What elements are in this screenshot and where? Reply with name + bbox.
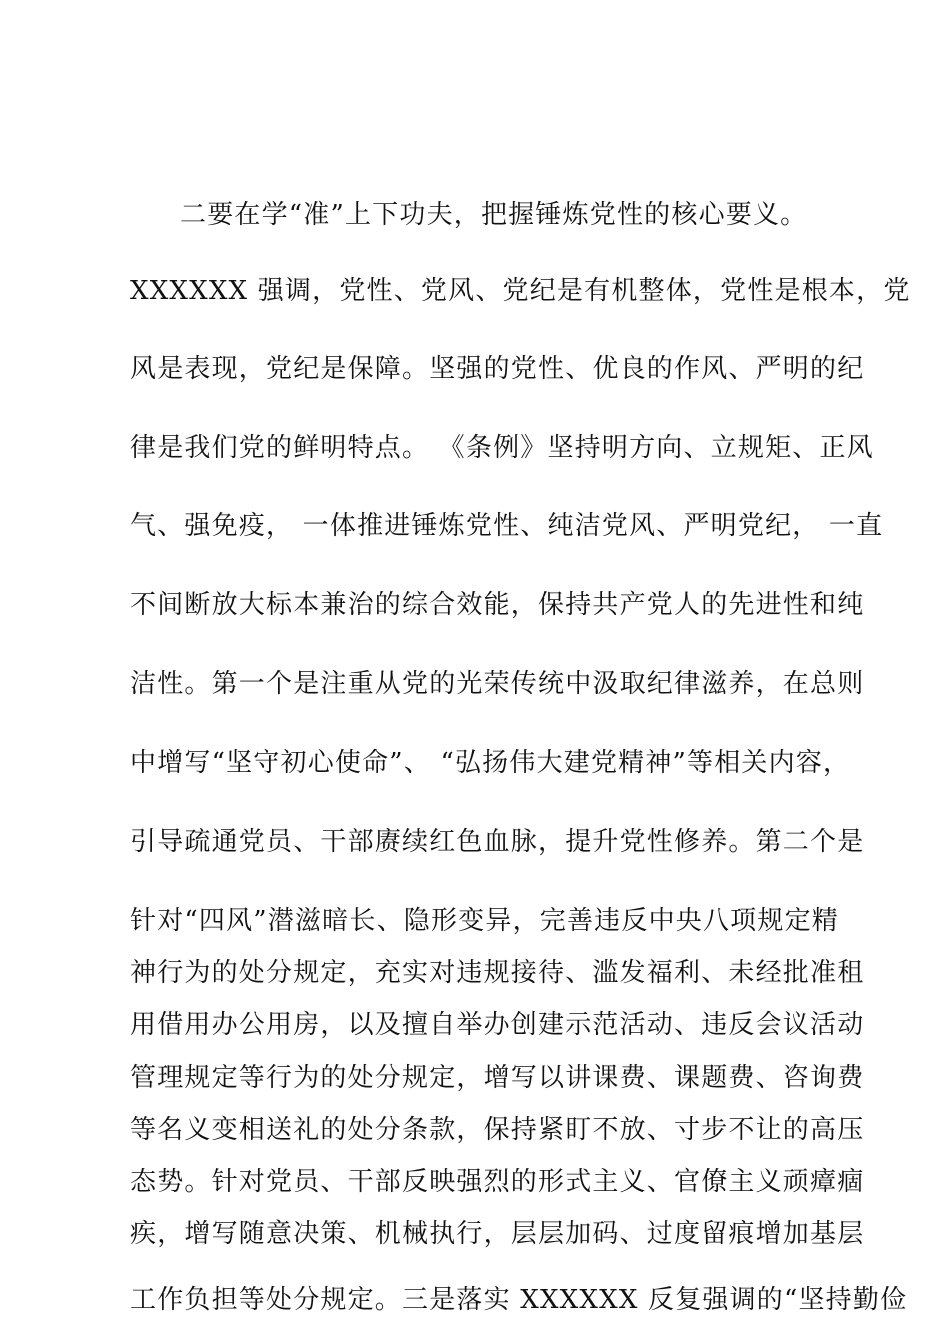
paragraph-line: XXXXXX 强调，党性、党风、党纪是有机整体，党性是根本，党 [130,276,911,306]
paragraph-line: 二要在学“准”上下功夫，把握锤炼党性的核心要义。 [180,200,808,230]
paragraph-line: 洁性。第一个是注重从党的光荣传统中汲取纪律滋养，在总则 [130,669,865,699]
paragraph-line: 中增写“坚守初心使命”、 “弘扬伟大建党精神”等相关内容， [130,748,851,778]
paragraph-line: 不间断放大标本兼治的综合效能，保持共产党人的先进性和纯 [130,590,865,620]
paragraph-line: 态势。针对党员、干部反映强烈的形式主义、官僚主义顽瘴痼 [130,1167,865,1197]
paragraph-line: 气、强免疫， 一体推进锤炼党性、纯洁党风、严明党纪， 一直 [130,511,884,541]
paragraph-line: 神行为的处分规定，充实对违规接待、滥发福利、未经批准租 [130,958,865,988]
paragraph-line: 工作负担等处分规定。三是落实 XXXXXX 反复强调的“坚持勤俭 [130,1285,908,1315]
paragraph-line: 风是表现，党纪是保障。坚强的党性、优良的作风、严明的纪 [130,354,865,384]
paragraph-line: 律是我们党的鲜明特点。 《条例》坚持明方向、立规矩、正风 [130,433,874,463]
paragraph-line: 疾，增写随意决策、机械执行，层层加码、过度留痕增加基层 [130,1219,865,1249]
paragraph-line: 用借用办公用房，以及擅自举办创建示范活动、违反会议活动 [130,1010,865,1040]
paragraph-line: 管理规定等行为的处分规定，增写以讲课费、课题费、咨询费 [130,1063,865,1093]
paragraph-line: 等名义变相送礼的处分条款，保持紧盯不放、寸步不让的高压 [130,1115,865,1145]
paragraph-line: 引导疏通党员、干部赓续红色血脉，提升党性修养。第二个是 [130,827,865,857]
paragraph-line: 针对“四风”潜滋暗长、隐形变异，完善违反中央八项规定精 [130,906,839,936]
